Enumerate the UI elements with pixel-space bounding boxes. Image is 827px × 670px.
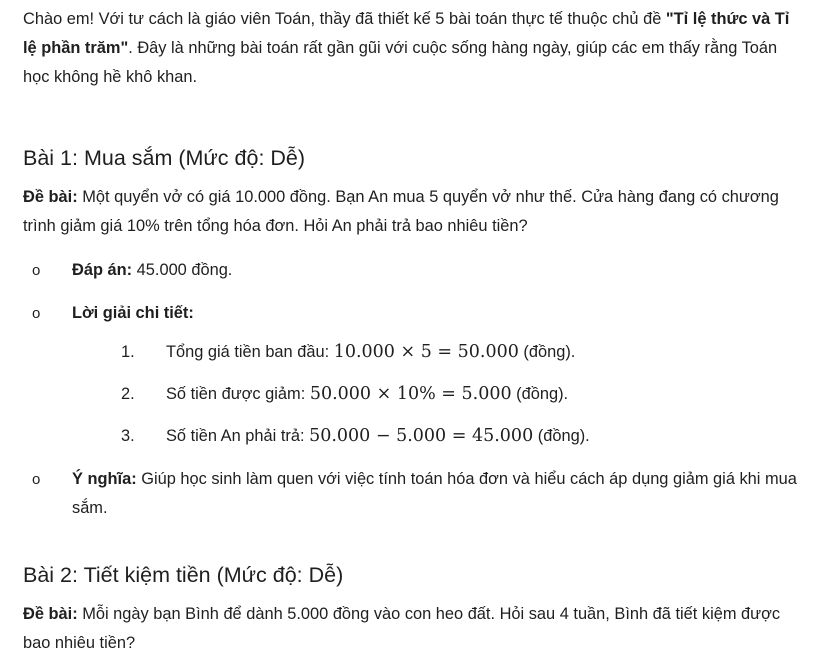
solution-label: Lời giải chi tiết: [72,304,194,322]
problem-2-statement-label: Đề bài: [23,605,78,623]
problem-1-statement-label: Đề bài: [23,188,78,206]
solution-step [72,380,807,409]
step-text: Số tiền được giảm: [166,385,310,403]
step-math: 50.000 − 5.000 = 45.000 [309,426,534,446]
meaning-bullet [23,465,807,523]
meaning-text: Giúp học sinh làm quen với việc tính toán hóa đơn và hiểu cách áp dụng giảm giá khi mua sắm. [72,470,797,517]
solution-bullet [23,299,807,451]
intro-text-end: . Đây là những bài toán rất gần gũi với cuộc sống hàng ngày, giúp các em thấy rằng Toán học không hề khô khan. [23,39,778,86]
step-unit: (đồng). [533,427,590,445]
hollow-bullet-icon: o [32,305,41,322]
step-number: 2. [121,385,135,403]
intro-text-start: Chào em! Với tư cách là giáo viên Toán, thầy đã thiết kế 5 bài toán thực tế thuộc chủ đề [23,10,666,28]
step-unit: (đồng). [518,343,576,361]
step-unit: (đồng). [511,385,569,403]
answer-label: Đáp án: [72,261,133,279]
intro-topic-bold: "Tỉ lệ thức và Tỉ lệ phần trăm" [23,10,790,57]
hollow-bullet-icon: o [32,262,41,279]
problem-2-statement [23,600,807,658]
solution-steps [72,338,807,451]
step-text: Tổng giá tiền ban đầu: [166,343,334,361]
answer-bullet [23,256,807,285]
solution-step [72,338,807,367]
problem-1-statement-text: Một quyển vở có giá 10.000 đồng. Bạn An mua 5 quyển vở như thế. Cửa hàng đang có chương trình giảm giá 10% trên tổng hóa đơn. Hỏi An phải trả bao nhiêu tiền? [23,188,779,235]
step-math: 50.000 × 10% = 5.000 [309,384,512,404]
problem-1-bullet-list [23,256,807,523]
problem-1-heading: Bài 1: Mua sắm (Mức độ: Dễ) [23,146,306,170]
solution-step [72,422,807,451]
step-text: Số tiền An phải trả: [166,427,310,445]
problem-1-statement [23,183,807,241]
hollow-bullet-icon: o [32,471,41,488]
meaning-label: Ý nghĩa: [72,470,137,488]
problem-2-heading: Bài 2: Tiết kiệm tiền (Mức độ: Dễ) [23,563,344,587]
intro-paragraph [23,5,807,92]
step-math: 10.000 × 5 = 50.000 [333,342,519,362]
step-number: 3. [121,427,135,445]
step-number: 1. [121,343,135,361]
answer-text: 45.000 đồng. [132,261,233,279]
problem-2-statement-text: Mỗi ngày bạn Bình để dành 5.000 đồng vào con heo đất. Hỏi sau 4 tuần, Bình đã tiết kiệm được bao nhiêu tiền? [23,605,781,652]
